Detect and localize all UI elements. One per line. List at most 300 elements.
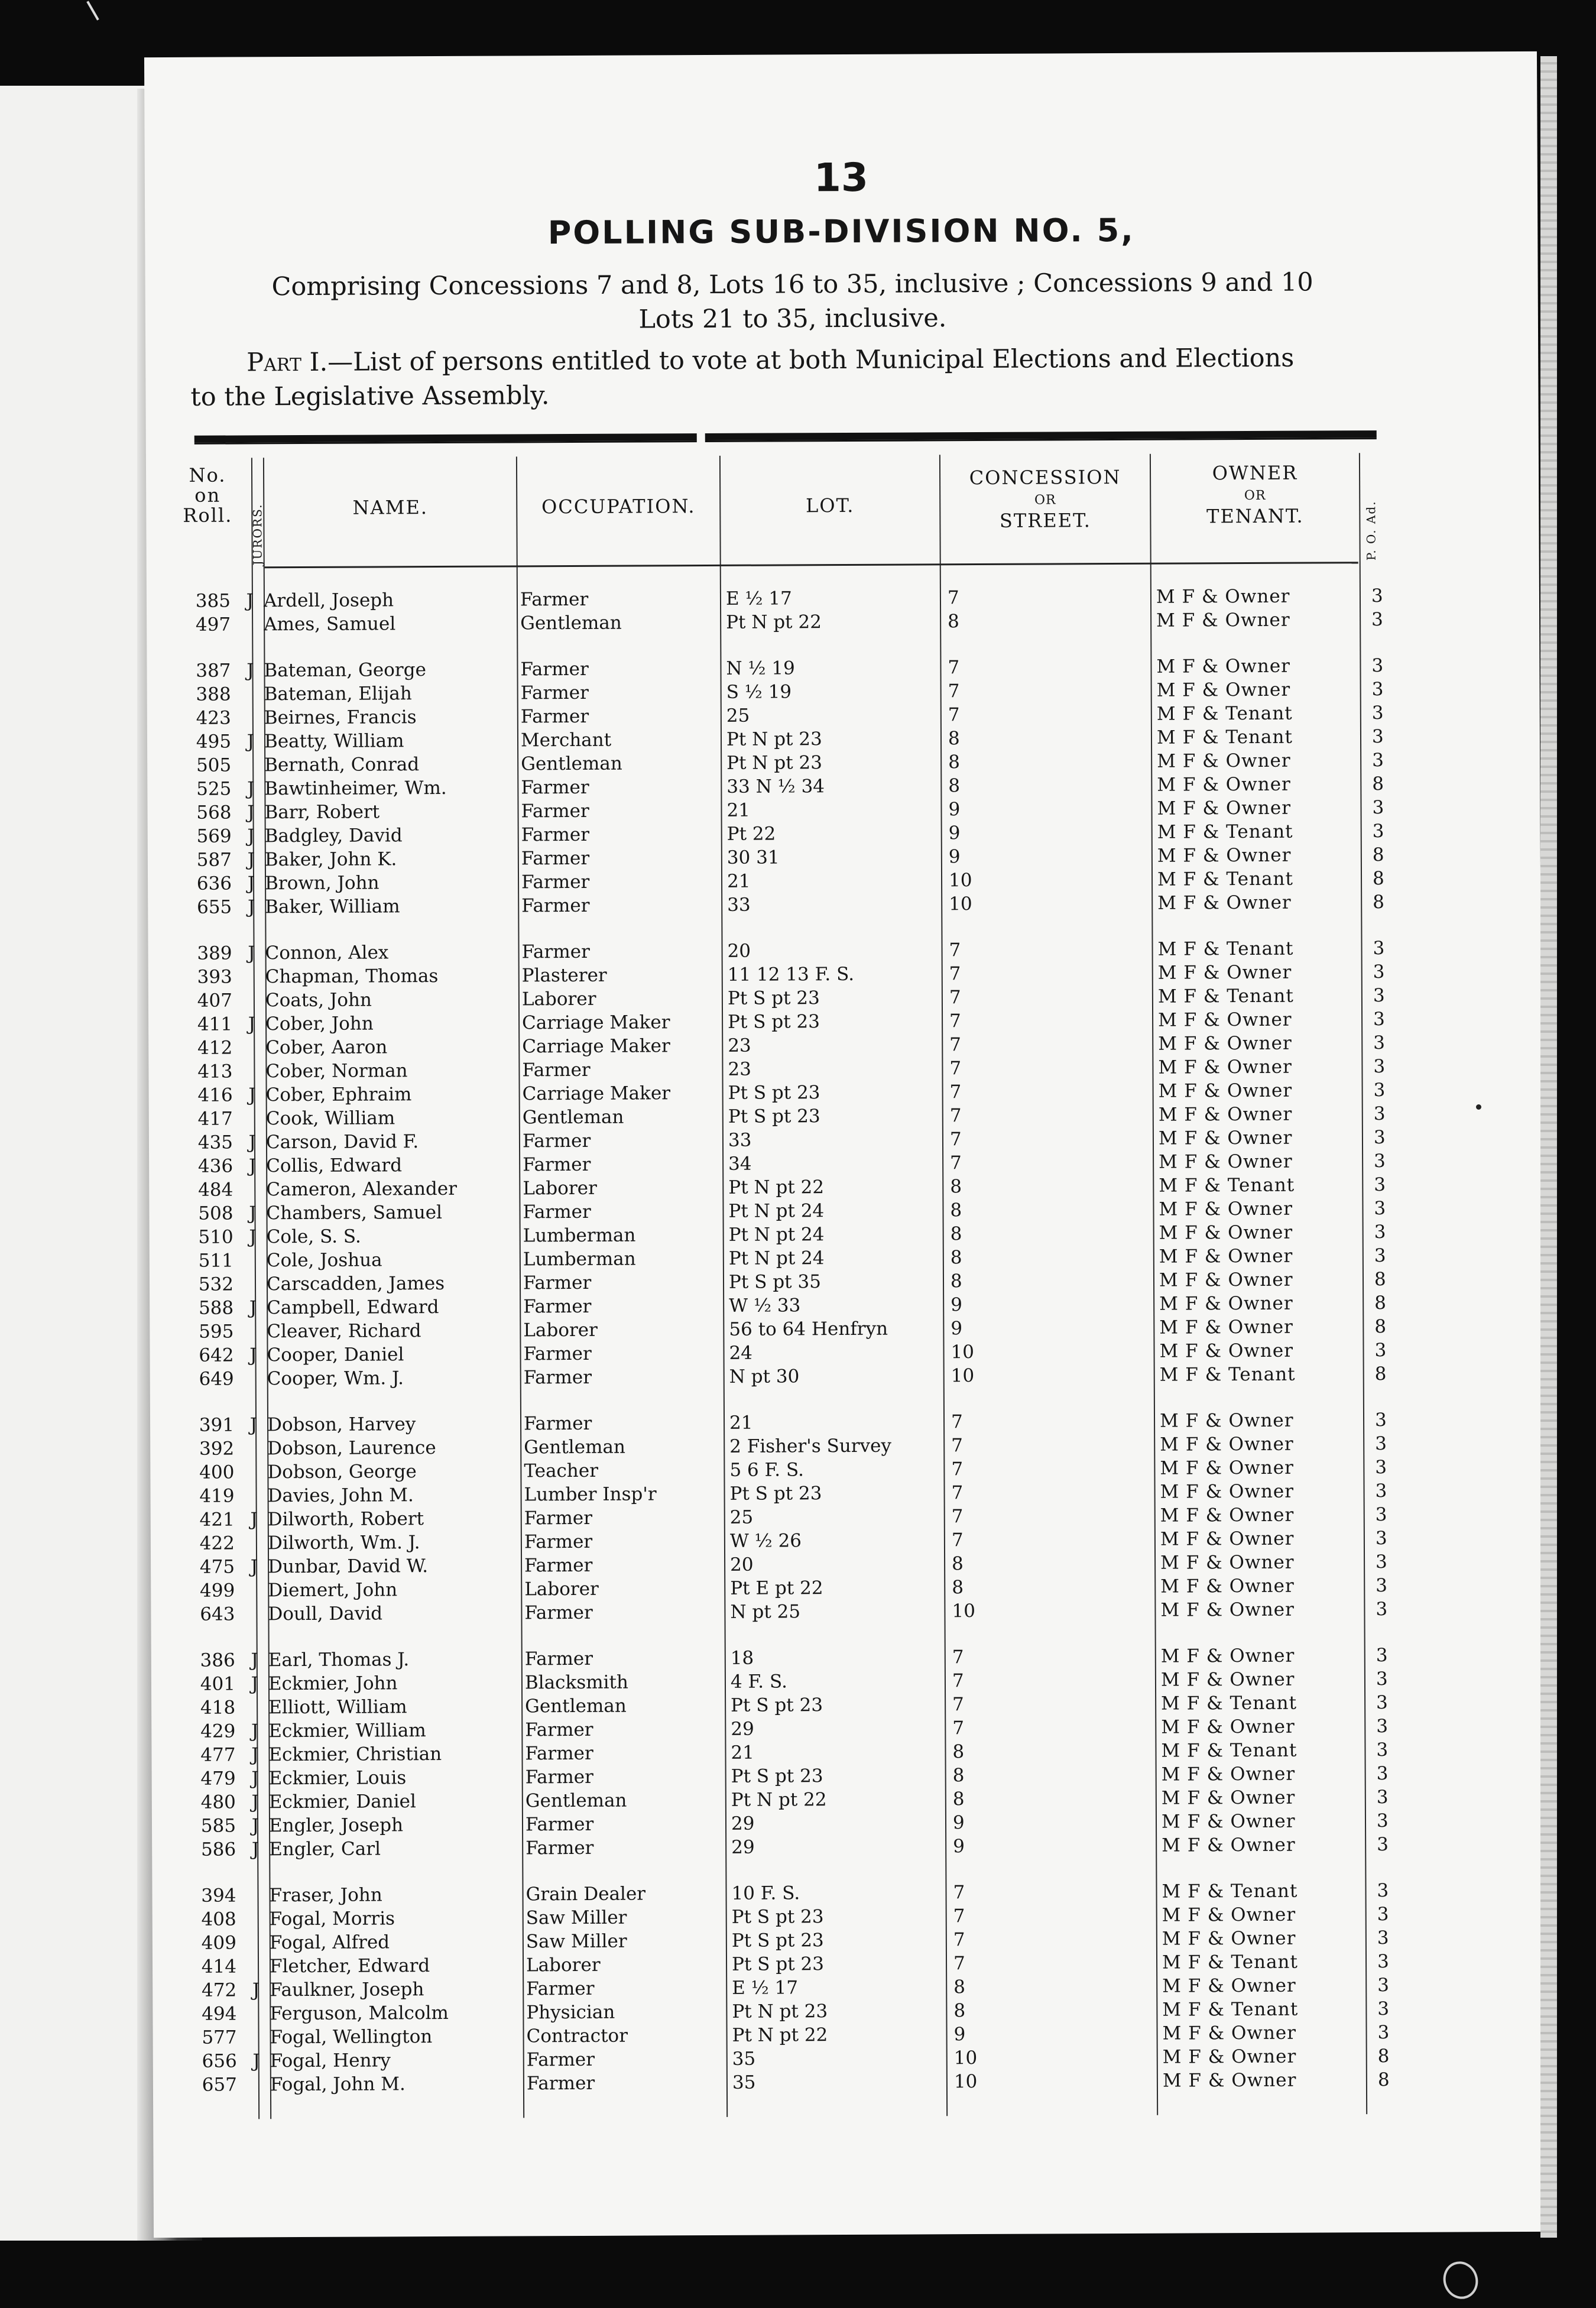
roll-number: 429 xyxy=(200,1720,236,1742)
occupation: Lumber Insp'r xyxy=(524,1483,657,1506)
roll-number: 511 xyxy=(198,1250,233,1272)
voter-name: Cole, S. S. xyxy=(266,1226,361,1248)
header-bottom-rule xyxy=(265,562,1358,568)
juror-mark: J xyxy=(246,660,254,682)
concession: 8 xyxy=(948,728,960,750)
owner-tenant: M F & Owner xyxy=(1157,844,1292,867)
lot: 25 xyxy=(726,705,750,727)
occupation: Lumberman xyxy=(523,1224,636,1247)
voter-name: Eckmier, Christian xyxy=(268,1743,442,1766)
owner-tenant: M F & Owner xyxy=(1162,2069,1297,2092)
roll-number: 587 xyxy=(196,849,232,871)
lot: 4 F. S. xyxy=(730,1671,787,1693)
lot: 25 xyxy=(729,1506,754,1528)
juror-mark: J xyxy=(248,942,255,964)
juror-mark: J xyxy=(249,1226,257,1248)
lot: N ½ 19 xyxy=(726,657,795,679)
voter-name: Faulkner, Joseph xyxy=(270,1979,424,2001)
occupation: Farmer xyxy=(524,1507,593,1529)
roll-number: 484 xyxy=(198,1179,233,1201)
roll-number: 532 xyxy=(198,1273,234,1295)
concession: 7 xyxy=(951,1458,964,1480)
po-address: 3 xyxy=(1377,1974,1390,1996)
voter-name: Ames, Samuel xyxy=(264,613,396,636)
owner-tenant: M F & Owner xyxy=(1160,1528,1295,1550)
occupation: Farmer xyxy=(521,800,589,822)
voter-name: Bateman, Elijah xyxy=(264,683,412,705)
voter-name: Davies, John M. xyxy=(267,1484,414,1507)
owner-tenant: M F & Tenant xyxy=(1159,1363,1296,1386)
concession: 7 xyxy=(949,1010,961,1032)
juror-mark: J xyxy=(248,1084,256,1106)
roll-number: 413 xyxy=(197,1061,233,1082)
juror-mark: J xyxy=(247,896,255,918)
voter-name: Bateman, George xyxy=(264,659,426,682)
roll-number: 595 xyxy=(199,1321,234,1343)
lot: 33 N ½ 34 xyxy=(726,776,825,798)
lot: Pt S pt 23 xyxy=(727,987,820,1009)
roll-number: 407 xyxy=(197,990,233,1012)
owner-tenant: M F & Owner xyxy=(1160,1480,1295,1503)
roll-number: 569 xyxy=(196,825,232,847)
po-address: 3 xyxy=(1376,1787,1389,1808)
voter-name: Carson, David F. xyxy=(265,1131,419,1153)
po-address: 3 xyxy=(1373,1009,1385,1030)
occupation: Farmer xyxy=(523,1201,591,1223)
po-address: 3 xyxy=(1373,1103,1386,1125)
roll-number: 499 xyxy=(200,1580,235,1602)
header-roll-line-2: on xyxy=(194,484,221,507)
concession: 8 xyxy=(950,1270,962,1292)
roll-number: 494 xyxy=(202,2003,237,2025)
juror-mark: J xyxy=(247,873,255,894)
owner-tenant: M F & Owner xyxy=(1160,1645,1295,1667)
po-address: 3 xyxy=(1371,655,1384,677)
concession: 7 xyxy=(951,1482,964,1504)
lot: Pt E pt 22 xyxy=(730,1577,823,1599)
concession: 9 xyxy=(953,1836,965,1858)
concession: 7 xyxy=(948,680,960,702)
roll-number: 408 xyxy=(201,1908,236,1930)
juror-mark: J xyxy=(250,1556,258,1578)
po-address: 3 xyxy=(1375,1528,1387,1550)
concession: 7 xyxy=(951,1411,963,1433)
occupation: Carriage Maker xyxy=(522,1012,670,1034)
voter-name: Ardell, Joseph xyxy=(263,589,394,612)
juror-mark: J xyxy=(251,1839,259,1860)
owner-tenant: M F & Owner xyxy=(1161,1763,1296,1785)
voter-name: Cooper, Daniel xyxy=(267,1344,404,1366)
concession: 9 xyxy=(953,2024,966,2046)
occupation: Lumberman xyxy=(523,1248,636,1270)
po-address: 8 xyxy=(1377,2045,1390,2067)
juror-mark: J xyxy=(250,1509,258,1531)
part-label: Part I. xyxy=(246,347,328,378)
owner-tenant: M F & Owner xyxy=(1157,797,1292,819)
occupation: Farmer xyxy=(520,705,589,728)
roll-number: 414 xyxy=(201,1956,237,1978)
concession: 7 xyxy=(949,1034,962,1056)
owner-tenant: M F & Tenant xyxy=(1156,702,1293,725)
occupation: Contractor xyxy=(526,2025,628,2047)
owner-tenant: M F & Owner xyxy=(1157,773,1291,796)
roll-number: 585 xyxy=(200,1815,236,1837)
lot: 33 xyxy=(728,1129,752,1151)
lot: Pt S pt 35 xyxy=(728,1271,821,1293)
voter-name: Beirnes, Francis xyxy=(264,706,417,729)
occupation: Laborer xyxy=(525,1954,601,1976)
concession: 7 xyxy=(950,1152,962,1174)
owner-tenant: M F & Owner xyxy=(1159,1150,1293,1173)
owner-tenant: M F & Owner xyxy=(1162,1834,1296,1856)
concession: 8 xyxy=(950,1247,962,1269)
po-address: 3 xyxy=(1377,1951,1389,1973)
owner-tenant: M F & Tenant xyxy=(1157,985,1294,1007)
lot: Pt N pt 24 xyxy=(728,1224,825,1246)
occupation: Carriage Maker xyxy=(522,1035,670,1058)
roll-number: 417 xyxy=(197,1108,233,1130)
po-address: 8 xyxy=(1374,1292,1386,1314)
lot: 23 xyxy=(728,1035,751,1056)
lot: N pt 25 xyxy=(730,1601,801,1623)
concession: 8 xyxy=(950,1223,962,1245)
lot: Pt N pt 24 xyxy=(728,1200,825,1222)
juror-mark: J xyxy=(249,1297,257,1319)
roll-number: 389 xyxy=(197,942,232,964)
occupation: Physician xyxy=(526,2001,615,2024)
occupation: Farmer xyxy=(525,1766,594,1788)
lot: 29 xyxy=(731,1813,755,1834)
owner-tenant: M F & Owner xyxy=(1158,1103,1293,1126)
juror-mark: J xyxy=(249,1414,258,1436)
owner-tenant: M F & Owner xyxy=(1156,609,1290,631)
concession: 7 xyxy=(951,1529,964,1551)
occupation: Farmer xyxy=(526,2072,595,2095)
lot: Pt S pt 23 xyxy=(731,1765,823,1787)
voter-name: Eckmier, William xyxy=(268,1720,426,1742)
lot: 30 31 xyxy=(726,847,780,868)
po-address: 3 xyxy=(1371,702,1384,724)
lot: 10 F. S. xyxy=(731,1882,800,1904)
po-address: 3 xyxy=(1373,938,1385,959)
roll-number: 510 xyxy=(198,1226,233,1248)
voter-name: Fletcher, Edward xyxy=(269,1955,430,1978)
owner-tenant: M F & Owner xyxy=(1156,679,1291,701)
header-owner-line-3: TENANT. xyxy=(1206,504,1304,528)
lot: Pt N pt 23 xyxy=(726,752,823,774)
po-address: 3 xyxy=(1377,1998,1390,2020)
concession: 8 xyxy=(952,1741,965,1763)
juror-mark: J xyxy=(251,1768,259,1790)
voter-name: Baker, William xyxy=(265,896,400,918)
roll-number: 497 xyxy=(195,614,231,636)
lot: W ½ 26 xyxy=(729,1530,802,1552)
lot: Pt S pt 23 xyxy=(731,1953,825,1975)
voter-name: Cober, Ephraim xyxy=(265,1084,412,1106)
voter-name: Cook, William xyxy=(265,1107,395,1130)
po-address: 3 xyxy=(1373,1032,1386,1054)
roll-number: 649 xyxy=(199,1368,234,1390)
lot: 21 xyxy=(726,870,751,892)
concession: 8 xyxy=(952,1577,964,1599)
po-address: 3 xyxy=(1373,961,1385,983)
roll-number: 479 xyxy=(200,1768,236,1790)
concession: 10 xyxy=(952,1600,975,1622)
po-address: 3 xyxy=(1372,821,1384,842)
occupation: Farmer xyxy=(523,1343,592,1365)
occupation: Plasterer xyxy=(521,964,607,987)
lot: Pt S pt 23 xyxy=(731,1930,824,1952)
concession: 7 xyxy=(949,1058,962,1080)
voter-name: Eckmier, Daniel xyxy=(268,1791,416,1813)
owner-tenant: M F & Owner xyxy=(1159,1340,1294,1362)
lot: 2 Fisher's Survey xyxy=(729,1435,892,1457)
table-row xyxy=(148,890,1389,919)
header-owner-line-2: OR xyxy=(1244,488,1266,504)
po-address: 3 xyxy=(1372,750,1384,772)
concession: 10 xyxy=(949,893,972,915)
po-address: 3 xyxy=(1374,1198,1386,1220)
voter-name: Fogal, Morris xyxy=(269,1908,395,1930)
roll-number: 416 xyxy=(197,1084,233,1106)
roll-number: 409 xyxy=(201,1932,236,1954)
owner-tenant: M F & Owner xyxy=(1159,1245,1293,1268)
voter-name: Fraser, John xyxy=(269,1884,382,1907)
concession: 7 xyxy=(951,1435,964,1457)
header-concession-line-2: OR xyxy=(1034,492,1056,508)
occupation: Farmer xyxy=(523,1272,592,1294)
table-row xyxy=(150,1362,1391,1391)
juror-mark: J xyxy=(251,1791,259,1813)
concession: 7 xyxy=(949,1129,962,1150)
table-row xyxy=(152,1833,1393,1862)
juror-mark: J xyxy=(248,1155,257,1177)
rule-break xyxy=(697,431,705,445)
concession: 10 xyxy=(953,2047,978,2069)
juror-mark: J xyxy=(247,849,255,871)
roll-number: 586 xyxy=(200,1839,236,1860)
owner-tenant: M F & Owner xyxy=(1156,585,1290,608)
lot: E ½ 17 xyxy=(725,588,792,610)
owner-tenant: M F & Owner xyxy=(1160,1668,1295,1691)
owner-tenant: M F & Tenant xyxy=(1161,1739,1297,1762)
concession: 8 xyxy=(950,1200,962,1221)
subtitle-line-1: Comprising Concessions 7 and 8, Lots 16 to 35, inclusive ; Concessions 9 and 10 xyxy=(271,267,1313,302)
lot: Pt N pt 23 xyxy=(726,728,822,750)
juror-mark: J xyxy=(252,1979,260,2001)
po-address: 3 xyxy=(1376,1739,1389,1761)
voter-name: Fogal, Henry xyxy=(270,2050,391,2072)
lot: Pt S pt 23 xyxy=(729,1483,822,1505)
occupation: Farmer xyxy=(526,1978,595,2000)
owner-tenant: M F & Owner xyxy=(1161,1716,1295,1738)
voter-name: Cooper, Wm. J. xyxy=(267,1367,404,1390)
lot: Pt N pt 22 xyxy=(726,611,822,633)
po-address: 3 xyxy=(1374,1409,1387,1431)
intro-line-2: to the Legislative Assembly. xyxy=(190,381,550,412)
occupation: Farmer xyxy=(522,1059,591,1081)
roll-number: 472 xyxy=(201,1979,237,2001)
roll-number: 386 xyxy=(200,1649,235,1671)
header-owner xyxy=(1151,462,1359,527)
header-po-address: P. O. Ad. xyxy=(1364,500,1378,561)
occupation: Saw Miller xyxy=(525,1907,627,1929)
lot: Pt S pt 23 xyxy=(731,1694,823,1716)
juror-mark: J xyxy=(246,590,254,612)
concession: 9 xyxy=(952,1812,965,1834)
owner-tenant: M F & Owner xyxy=(1158,1127,1293,1149)
concession: 7 xyxy=(951,1506,964,1528)
lot: 29 xyxy=(731,1718,754,1740)
occupation: Farmer xyxy=(523,1153,591,1176)
voter-name: Cober, John xyxy=(265,1013,374,1035)
owner-tenant: M F & Tenant xyxy=(1157,868,1294,890)
occupation: Farmer xyxy=(525,1813,594,1836)
roll-number: 656 xyxy=(202,2050,237,2072)
occupation: Teacher xyxy=(524,1460,599,1482)
lot: N pt 30 xyxy=(729,1366,800,1388)
voter-name: Barr, Robert xyxy=(264,801,380,824)
roll-number: 419 xyxy=(199,1485,235,1507)
lot: Pt N pt 22 xyxy=(728,1176,825,1198)
owner-tenant: M F & Owner xyxy=(1159,1316,1293,1338)
concession: 8 xyxy=(948,611,959,633)
roll-number: 642 xyxy=(199,1344,234,1366)
roll-number: 392 xyxy=(199,1438,235,1460)
concession: 7 xyxy=(952,1717,965,1739)
owner-tenant: M F & Owner xyxy=(1162,2022,1297,2044)
voter-name: Doull, David xyxy=(268,1603,383,1625)
concession: 7 xyxy=(953,1953,965,1975)
occupation: Gentleman xyxy=(520,612,622,634)
po-address: 3 xyxy=(1371,609,1383,631)
intro-line-1: —List of persons entitled to vote at both Municipal Elections and Elections xyxy=(327,343,1295,377)
table-top-rule xyxy=(194,430,1377,445)
occupation: Farmer xyxy=(524,1602,593,1624)
header-concession-line-1: CONCESSION xyxy=(969,465,1121,490)
ink-spot xyxy=(1476,1104,1481,1110)
po-address: 3 xyxy=(1371,585,1383,607)
po-address: 3 xyxy=(1376,1645,1388,1667)
po-address: 3 xyxy=(1374,1245,1386,1267)
occupation: Farmer xyxy=(526,2048,595,2071)
owner-tenant: M F & Tenant xyxy=(1161,1692,1297,1714)
voter-name: Cleaver, Richard xyxy=(267,1320,421,1343)
concession: 9 xyxy=(948,799,961,821)
concession: 7 xyxy=(953,1905,965,1927)
owner-tenant: M F & Owner xyxy=(1156,655,1291,678)
juror-mark: J xyxy=(252,2050,261,2072)
voter-name: Beatty, William xyxy=(264,730,404,753)
roll-number: 436 xyxy=(197,1155,233,1177)
occupation: Farmer xyxy=(521,941,590,963)
juror-mark: J xyxy=(251,1649,259,1671)
juror-mark: J xyxy=(247,778,255,800)
roll-number: 655 xyxy=(196,896,232,918)
voter-name: Engler, Carl xyxy=(269,1838,381,1860)
po-address: 3 xyxy=(1374,1221,1386,1243)
lot: Pt N pt 22 xyxy=(731,1789,827,1811)
po-address: 3 xyxy=(1375,1480,1387,1502)
occupation: Farmer xyxy=(521,776,589,799)
juror-mark: J xyxy=(249,1344,257,1366)
owner-tenant: M F & Owner xyxy=(1158,1056,1293,1078)
header-jurors: JURORS. xyxy=(250,503,265,566)
roll-number: 508 xyxy=(198,1202,233,1224)
occupation: Merchant xyxy=(520,729,612,751)
juror-mark: J xyxy=(247,825,255,847)
header-concession-line-3: STREET. xyxy=(999,509,1091,532)
occupation: Carriage Maker xyxy=(522,1082,671,1105)
concession: 10 xyxy=(948,870,972,892)
owner-tenant: M F & Owner xyxy=(1158,1032,1292,1055)
po-address: 8 xyxy=(1374,1269,1386,1291)
po-address: 3 xyxy=(1377,1904,1389,1926)
subtitle-line-2: Lots 21 to 35, inclusive. xyxy=(638,303,947,335)
owner-tenant: M F & Owner xyxy=(1160,1551,1295,1574)
roll-number: 418 xyxy=(200,1697,236,1719)
concession: 7 xyxy=(949,963,961,985)
po-address: 8 xyxy=(1372,868,1384,890)
voter-name: Dilworth, Robert xyxy=(267,1508,424,1531)
owner-tenant: M F & Owner xyxy=(1160,1457,1294,1479)
lot: 33 xyxy=(727,894,751,916)
occupation: Farmer xyxy=(525,1719,593,1741)
po-address: 3 xyxy=(1372,797,1384,819)
owner-tenant: M F & Owner xyxy=(1159,1292,1293,1315)
header-concession xyxy=(940,467,1150,531)
voter-name: Chambers, Samuel xyxy=(266,1201,443,1224)
lot: 29 xyxy=(731,1836,755,1858)
occupation: Farmer xyxy=(523,1366,592,1389)
owner-tenant: M F & Tenant xyxy=(1162,1880,1298,1902)
owner-tenant: M F & Tenant xyxy=(1162,1998,1299,2021)
header-roll-line-3: Roll. xyxy=(183,504,233,527)
voter-name: Brown, John xyxy=(264,872,379,894)
po-address: 8 xyxy=(1372,773,1384,795)
lot: Pt N pt 22 xyxy=(732,2024,828,2046)
voter-name: Cole, Joshua xyxy=(266,1249,382,1272)
juror-mark: J xyxy=(251,1673,259,1695)
voter-name: Coats, John xyxy=(265,989,372,1012)
occupation: Laborer xyxy=(523,1177,597,1200)
po-address: 3 xyxy=(1371,726,1384,748)
roll-number: 477 xyxy=(200,1744,236,1766)
voter-name: Eckmier, John xyxy=(268,1672,398,1695)
po-address: 3 xyxy=(1376,1551,1387,1573)
occupation: Farmer xyxy=(522,1130,591,1152)
owner-tenant: M F & Tenant xyxy=(1156,726,1293,748)
roll-number: 577 xyxy=(202,2027,237,2048)
concession: 7 xyxy=(948,704,960,726)
po-address: 3 xyxy=(1377,1834,1389,1856)
roll-number: 588 xyxy=(198,1297,234,1319)
juror-mark: J xyxy=(251,1744,259,1766)
page-subtitle xyxy=(187,265,1399,339)
concession: 8 xyxy=(952,1553,964,1575)
po-address: 8 xyxy=(1372,844,1384,866)
owner-tenant: M F & Owner xyxy=(1161,1810,1296,1833)
lot: 21 xyxy=(729,1412,753,1434)
concession: 7 xyxy=(952,1646,964,1668)
po-address: 3 xyxy=(1376,1810,1389,1832)
occupation: Grain Dealer xyxy=(525,1883,646,1905)
lot: Pt S pt 23 xyxy=(728,1106,820,1127)
po-address: 3 xyxy=(1374,1174,1386,1196)
lot: 21 xyxy=(726,799,751,821)
roll-number: 505 xyxy=(196,754,232,776)
voter-name: Badgley, David xyxy=(264,825,403,847)
